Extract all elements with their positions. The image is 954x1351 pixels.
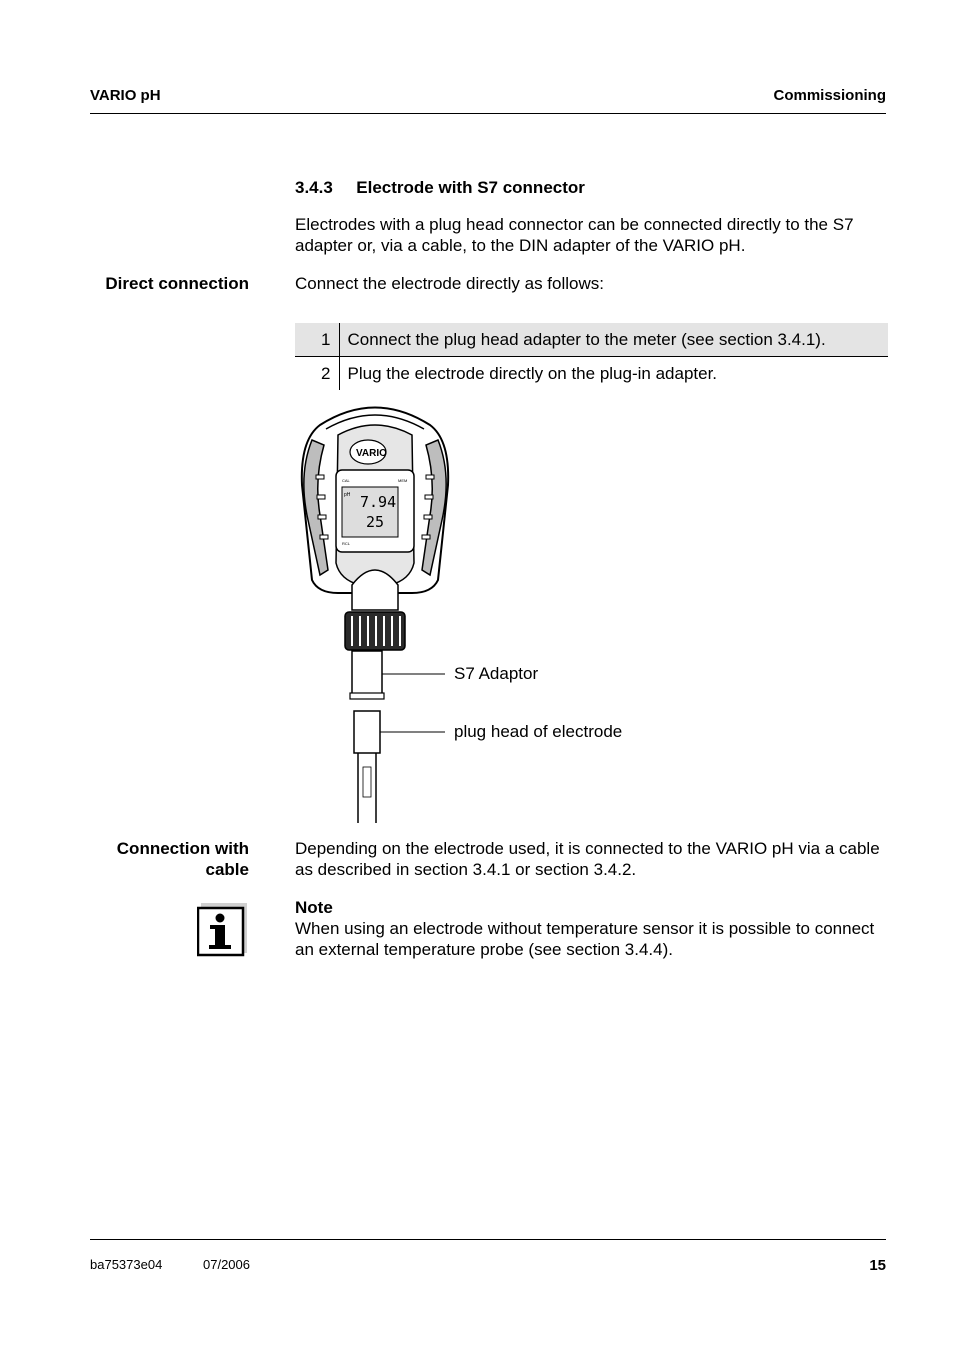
info-icon xyxy=(197,903,247,957)
header-left: VARIO pH xyxy=(90,87,161,104)
cable-text: Depending on the electrode used, it is connected to the VARIO pH via a cable as described in section 3.4.1 or section 3.4.2. xyxy=(295,839,880,879)
lcd-ph-label: pH xyxy=(344,492,351,498)
footer-date: 07/2006 xyxy=(203,1257,250,1272)
side-label-cable-line2: cable xyxy=(205,860,249,879)
direct-text: Connect the electrode directly as follows: xyxy=(295,274,604,293)
step-row xyxy=(295,357,888,391)
header-right: Commissioning xyxy=(773,87,886,104)
s7-adaptor xyxy=(352,651,382,697)
rcl-button-label: RCL xyxy=(342,541,351,546)
note-title: Note xyxy=(295,898,333,917)
step-row xyxy=(295,323,888,357)
callout-plug-head: plug head of electrode xyxy=(454,722,623,741)
callout-s7-adaptor: S7 Adaptor xyxy=(454,664,539,683)
footer-rule xyxy=(90,1239,886,1240)
footer-doc-id: ba75373e04 xyxy=(90,1257,163,1272)
mem-button-label: MEM xyxy=(398,478,408,483)
page-number: 15 xyxy=(869,1257,886,1274)
header-rule xyxy=(90,113,886,114)
section-intro: Electrodes with a plug head connector can be connected directly to the S7 adapter or, via a cable, to the DIN adapter of the VARIO pH. xyxy=(295,215,854,255)
side-label-cable-line1: Connection with xyxy=(116,839,249,858)
section-heading xyxy=(295,177,888,198)
cal-button-label: CAL xyxy=(342,478,350,483)
step-number: 1 xyxy=(295,323,339,357)
section-title: Electrode with S7 connector xyxy=(356,178,585,197)
step-text: Plug the electrode directly on the plug-in adapter. xyxy=(347,363,718,383)
steps-table xyxy=(295,323,888,390)
step-number: 2 xyxy=(295,357,339,391)
lcd-temp-value: 25 xyxy=(366,513,385,531)
step-text: Connect the plug head adapter to the meter (see section 3.4.1). xyxy=(339,323,888,357)
meter-illustration xyxy=(290,395,460,825)
brand-logo: VARIO xyxy=(356,448,387,459)
electrode-plug-head xyxy=(354,711,380,753)
side-label-direct: Direct connection xyxy=(105,274,249,293)
side-label-cable xyxy=(90,838,249,880)
section-number: 3.4.3 xyxy=(295,178,333,197)
lcd-ph-value: 7.94 xyxy=(360,493,397,511)
note-text: When using an electrode without temperature sensor it is possible to connect an external temperature probe (see section 3.4.4). xyxy=(295,919,875,959)
